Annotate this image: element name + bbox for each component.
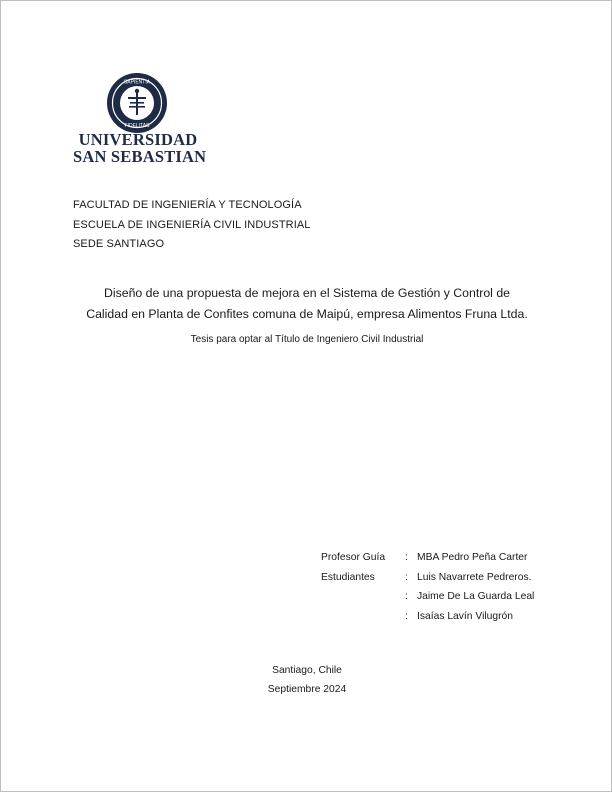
footer-date: Septiembre 2024 xyxy=(267,684,347,695)
staff-value: MBA Pedro Peña Carter xyxy=(417,552,528,563)
thesis-title-line2: Calidad en Planta de Confites comuna de Maipú, empresa Alimentos Fruna Ltda. xyxy=(86,306,528,321)
thesis-title xyxy=(41,283,573,324)
university-name-line1: UNIVERSIDAD xyxy=(78,130,198,149)
thesis-subtitle: Tesis para optar al Título de Ingeniero Civil Industrial xyxy=(190,334,424,345)
staff-value: Jaime De La Guarda Leal xyxy=(417,591,535,602)
university-name-line2: SAN SEBASTIAN xyxy=(73,147,207,166)
university-logo-wordmark xyxy=(73,130,207,166)
staff-colon: : xyxy=(405,571,408,583)
footer-city: Santiago, Chile xyxy=(272,665,342,676)
staff-colon: : xyxy=(405,610,408,622)
campus-line: SEDE SANTIAGO xyxy=(73,238,165,250)
faculty-block xyxy=(73,196,311,255)
staff-colon: : xyxy=(405,552,408,563)
staff-label: Estudiantes xyxy=(321,571,375,583)
university-seal-icon xyxy=(106,72,168,134)
footer-block xyxy=(207,661,407,699)
faculty-line: FACULTAD DE INGENIERÍA Y TECNOLOGÍA xyxy=(73,199,302,211)
thesis-title-line1: Diseño de una propuesta de mejora en el Sistema de Gestión y Control de xyxy=(103,286,511,300)
seal-text-top: SAPIENTIA xyxy=(123,79,151,86)
staff-label: Profesor Guía xyxy=(321,552,386,563)
staff-colon: : xyxy=(405,591,408,602)
school-line: ESCUELA DE INGENIERÍA CIVIL INDUSTRIAL xyxy=(73,218,311,231)
staff-value: Luis Navarrete Pedreros. xyxy=(417,571,532,583)
staff-value: Isaías Lavín Vilugrón xyxy=(417,610,513,622)
seal-text-bottom: FIDELITAS xyxy=(124,123,150,129)
